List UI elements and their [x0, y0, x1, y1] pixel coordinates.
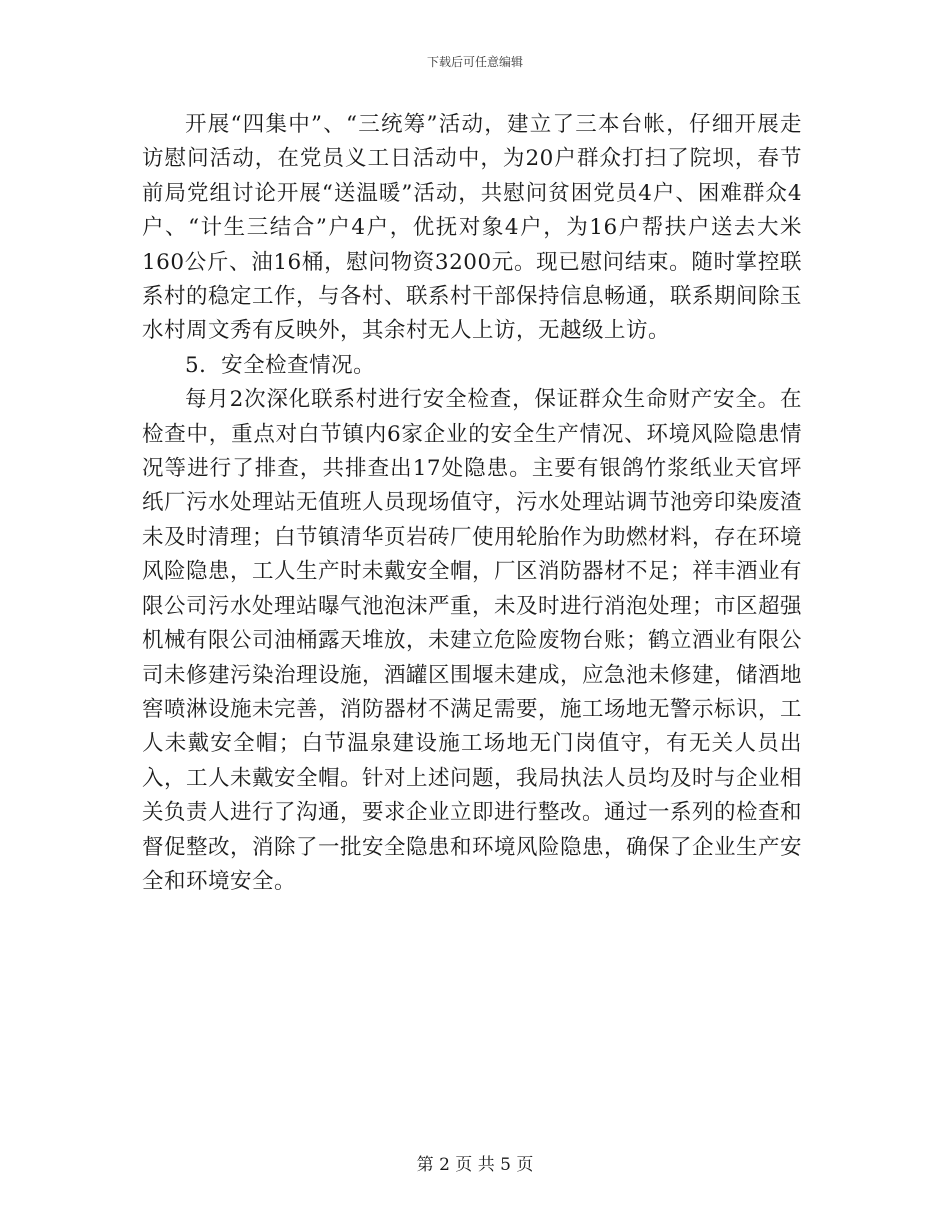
- page-number: 第 2 页 共 5 页: [416, 1155, 534, 1175]
- page-header: 下载后可任意编辑: [426, 55, 523, 69]
- paragraph-safety-inspection: 每月2次深化联系村进行安全检查，保证群众生命财产安全。在检查中，重点对白节镇内6家企业的安全生产情况、环境风险隐患情况等进行了排查，共排查出17处隐患。主要有银鸽竹浆纸业天官坪纸厂污水处理站无值班人员现场值守，污水处理站调节池旁印染废渣未及时清理；白节镇清华页岩砖厂使用轮胎作为助燃材料，存在环境风险隐患，工人生产时未戴安全帽，厂区消防器材不足；祥丰酒业有限公司污水处理站曝气池泡沫严重，未及时进行消泡处理；市区超强机械有限公司油桶露天堆放，未建立危险废物台账；鹤立酒业有限公司未修建污染治理设施，酒罐区围堰未建成，应急池未修建，储酒地窖喷淋设施未完善，消防器材不满足需要，施工场地无警示标识，工人未戴安全帽；白节温泉建设施工场地无门岗值守，有无关人员出入，工人未戴安全帽。针对上述问题，我局执法人员均及时与企业相关负责人进行了沟通，要求企业立即进行整改。通过一系列的检查和督促整改，消除了一批安全隐患和环境风险隐患，确保了企业生产安全和环境安全。: [142, 387, 803, 894]
- paragraph-visits: 开展“四集中”、“三统筹”活动，建立了三本台帐，仔细开展走访慰问活动，在党员义工日活动中，为20户群众打扫了院坝，春节前局党组讨论开展“送温暖”活动，共慰问贫困党员4户、困难群众4户、“计生三结合”户4户，优抚对象4户，为16户帮扶户送去大米160公斤、油16桶，慰问物资3200元。现已慰问结束。随时掌控联系村的稳定工作，与各村、联系村干部保持信息畅通，联系期间除玉水村周文秀有反映外，其余村无人上访，无越级上访。: [142, 112, 803, 344]
- document-body: [142, 108, 802, 899]
- section-heading-safety-inspection: 5．安全检查情况。: [185, 352, 376, 378]
